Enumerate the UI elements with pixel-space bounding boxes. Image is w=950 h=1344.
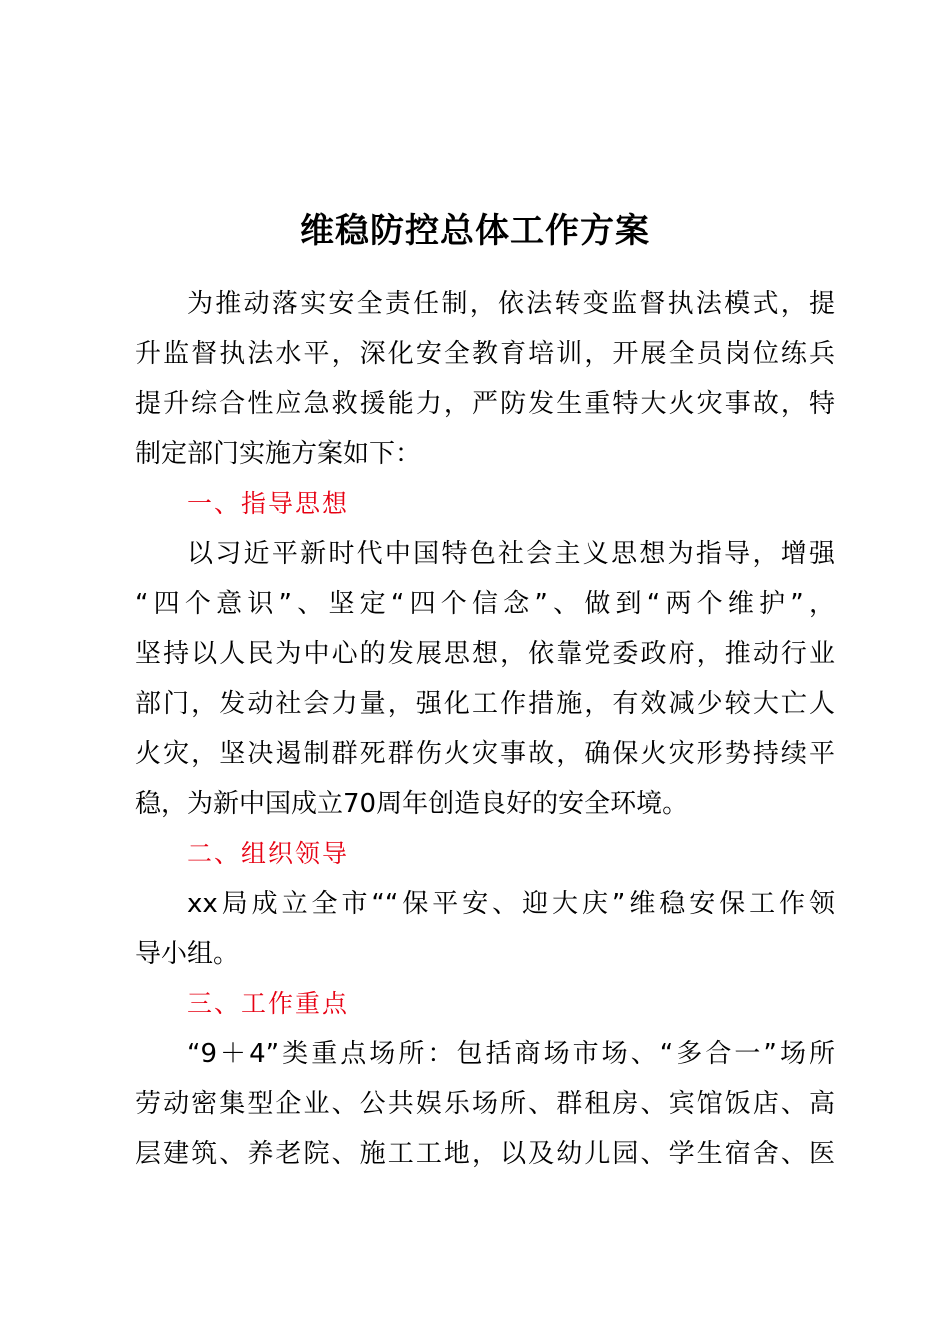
section1-line-1: 以习近平新时代中国特色社会主义思想为指导，增强	[187, 539, 835, 569]
section2-line-2: 导小组。	[135, 939, 240, 969]
section-heading-organization: 二、组织领导	[187, 839, 350, 868]
section3-line-2: 劳动密集型企业、公共娱乐场所、群租房、宾馆饭店、高	[135, 1089, 835, 1119]
section3-line-3: 层建筑、养老院、施工工地，以及幼儿园、学生宿舍、医	[135, 1139, 835, 1169]
section1-line-5: 火灾，坚决遏制群死群伤火灾事故，确保火灾形势持续平	[135, 739, 835, 769]
intro-line-2: 升监督执法水平，深化安全教育培训，开展全员岗位练兵	[135, 339, 835, 369]
document-title: 维稳防控总体工作方案	[300, 211, 650, 251]
intro-line-4: 制定部门实施方案如下：	[135, 439, 422, 469]
section2-line-1: xx局成立全市““保平安、迎大庆”维稳安保工作领	[187, 889, 835, 919]
section1-line-4: 部门，发动社会力量，强化工作措施，有效减少较大亡人	[135, 689, 835, 719]
section3-line-1: “9＋4”类重点场所：包括商场市场、“多合一”场所	[187, 1039, 835, 1069]
section1-line-6: 稳，为新中国成立70周年创造良好的安全环境。	[135, 789, 689, 819]
section-heading-guiding-ideology: 一、指导思想	[187, 489, 350, 518]
section1-line-3: 坚持以人民为中心的发展思想，依靠党委政府，推动行业	[135, 639, 835, 669]
section-heading-work-focus: 三、工作重点	[187, 989, 350, 1018]
section1-line-2: “四个意识”、坚定“四个信念”、做到“两个维护”，	[135, 589, 835, 619]
intro-line-1: 为推动落实安全责任制，依法转变监督执法模式，提	[187, 289, 835, 319]
intro-line-3: 提升综合性应急救援能力，严防发生重特大火灾事故，特	[135, 389, 835, 419]
